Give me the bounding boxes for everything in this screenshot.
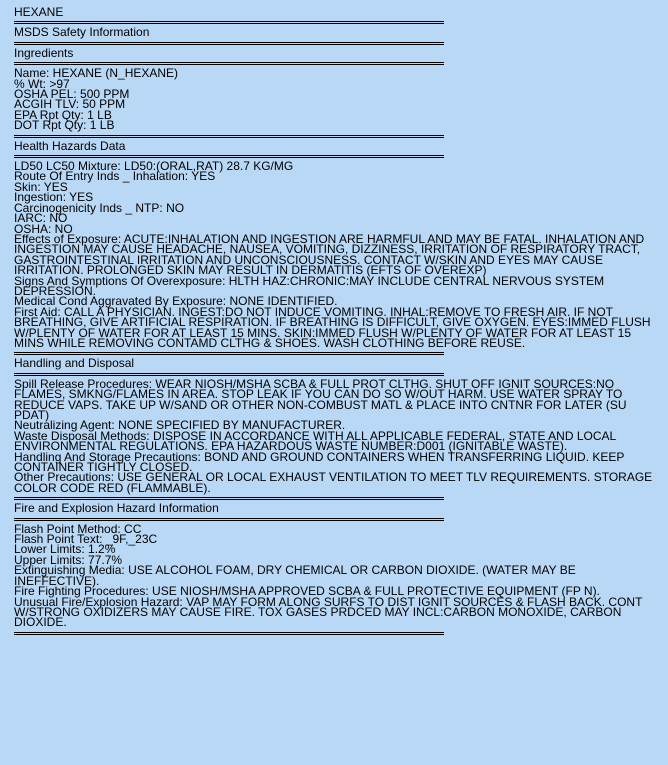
- health-line: Ingestion: YES: [14, 190, 94, 205]
- fire-line: Upper Limits: 77.7%: [14, 552, 123, 567]
- ingredient-line: % Wt: >97: [14, 76, 70, 91]
- fire-section: [14, 521, 654, 630]
- ingredients-heading: Ingredients: [14, 45, 74, 60]
- document-title: HEXANE: [14, 5, 64, 19]
- handling-section: [14, 376, 654, 495]
- fire-line: Lower Limits: 1.2%: [14, 542, 116, 557]
- separator: [14, 518, 444, 521]
- separator: [14, 373, 444, 376]
- fire-line: Fire Fighting Procedures: USE NIOSH/MSHA APPROVED SCBA & FULL PROTECTIVE EQUIPMENT (FP N).: [14, 584, 600, 599]
- health-line: LD50 LC50 Mixture: LD50:(ORAL,RAT) 28.7 KG/MG: [14, 159, 294, 174]
- health-line: Skin: YES: [14, 179, 68, 194]
- separator: [14, 497, 444, 500]
- handling-line: Spill Release Procedures: WEAR NIOSH/MSHA SCBA & FULL PROT CLTHG. SHUT OFF IGNIT SOURCES:NO FLAMES, SMKNG/FLAMES IN AREA. STOP LEAK IF YOU CAN DO SO W/OUT HARM. USE WATER SPRAY TO REDUCE VAPS. TAKE UP W/SAND OR OTHER NON-COMBUST MATL & PLACE INTO CNTNR FOR LATER (SU PDAT): [14, 376, 627, 422]
- ingredients-section: [14, 66, 654, 133]
- ingredient-line: ACGIH TLV: 50 PPM: [14, 97, 126, 112]
- health-heading: Health Hazards Data: [14, 138, 126, 153]
- msds-heading: MSDS Safety Information: [14, 25, 150, 40]
- handling-line: Handling And Storage Precautions: BOND AND GROUND CONTAINERS WHEN TRANSFERRING LIQUID. KEEP CONTAINER TIGHTLY CLOSED.: [14, 449, 625, 475]
- health-line: Signs And Symptions Of Overexposure: HLTH HAZ:CHRONIC:MAY INCLUDE CENTRAL NERVOUS SYSTEM DEPRESSION.: [14, 273, 605, 298]
- handling-line: Other Precautions: USE GENERAL OR LOCAL EXHAUST VENTILATION TO MEET TLV REQUIREMENTS. STORAGE COLOR CODE RED (FLAMMABLE).: [14, 470, 653, 495]
- health-line: Medical Cond Aggravated By Exposure: NONE IDENTIFIED.: [14, 294, 338, 309]
- handling-heading: Handling and Disposal: [14, 356, 135, 371]
- health-line: IARC: NO: [14, 211, 68, 226]
- fire-line: Flash Point Method: CC: [14, 521, 142, 536]
- health-line: OSHA: NO: [14, 221, 73, 236]
- separator: [14, 632, 444, 635]
- ingredient-line: Name: HEXANE (N_HEXANE): [14, 66, 179, 81]
- separator: [14, 135, 444, 138]
- separator: [14, 21, 444, 24]
- health-line: First Aid: CALL A PHYSICIAN. INGEST:DO NOT INDUCE VOMITING. INHAL:REMOVE TO FRESH AIR. IF NOT BREATHING, GIVE ARTIFICIAL RESPIRATION. IF BREATHING IS DIFFICULT, GIVE OXYGEN. EYES:IMMED FLUSH W/PLENTY OF WATER FOR AT LEAST 15 MINS. SKIN:IMMED FLUSH W/PLENTY OF WATER FOR AT LEAST 15 MINS WHILE REMOVING CONTAMD CLTHG & SHOES. WASH CLOTHING BEFORE REUSE.: [14, 304, 651, 350]
- health-line: Carcinogenicity Inds _ NTP: NO: [14, 200, 185, 215]
- fire-line: Extinguishing Media: USE ALCOHOL FOAM, DRY CHEMICAL OR CARBON DIOXIDE. (WATER MAY BE INEFFECTIVE).: [14, 563, 576, 588]
- ingredient-line: EPA Rpt Qty: 1 LB: [14, 107, 112, 122]
- fire-heading: Fire and Explosion Hazard Information: [14, 501, 219, 516]
- ingredient-line: OSHA PEL: 500 PPM: [14, 87, 130, 102]
- handling-line: Neutralizing Agent: NONE SPECIFIED BY MANUFACTURER.: [14, 418, 346, 433]
- health-line: Route Of Entry Inds _ Inhalation: YES: [14, 169, 216, 184]
- health-line: Effects of Exposure: ACUTE:INHALATION AND INGESTION ARE HARMFUL AND MAY BE FATAL. INHALATION AND INGESTION MAY CAUSE HEADACHE, NAUSEA, VOMITING, DIZZINESS, IRRITATION OF RESPIRATORY TRACT, GASTROINTESTINAL IRRITATION AND UNCONSCIOUSNESS. CONTACT W/SKIN AND EYES MAY CAUSE IRRITATION. PROLONGED SKIN MAY RESULT IN DERMATITIS (EFTS OF OVEREXP): [14, 231, 645, 278]
- fire-line: Flash Point Text: _9F,_23C: [14, 532, 158, 547]
- handling-line: Waste Disposal Methods: DISPOSE IN ACCORDANCE WITH ALL APPLICABLE FEDERAL, STATE AND LOCAL ENVIRONMENTAL REGULATIONS. EPA HAZARDOUS WASTE NUMBER:D001 (IGNITABLE WASTE).: [14, 428, 616, 454]
- separator: [14, 155, 444, 158]
- separator: [14, 352, 444, 355]
- ingredient-line: DOT Rpt Qty: 1 LB: [14, 118, 115, 133]
- separator: [14, 62, 444, 65]
- health-section: [14, 161, 654, 348]
- fire-line: Unusual Fire/Explosion Hazard: VAP MAY FORM ALONG SURFS TO DIST IGNIT SOURCES & FLASH BACK. CONT W/STRONG OXIDIZERS MAY CAUSE FIRE. TOX GASES PRDCED MAY INCL:CARBON MONOXIDE, CARBON DIOXIDE.: [14, 594, 643, 630]
- separator: [14, 42, 444, 45]
